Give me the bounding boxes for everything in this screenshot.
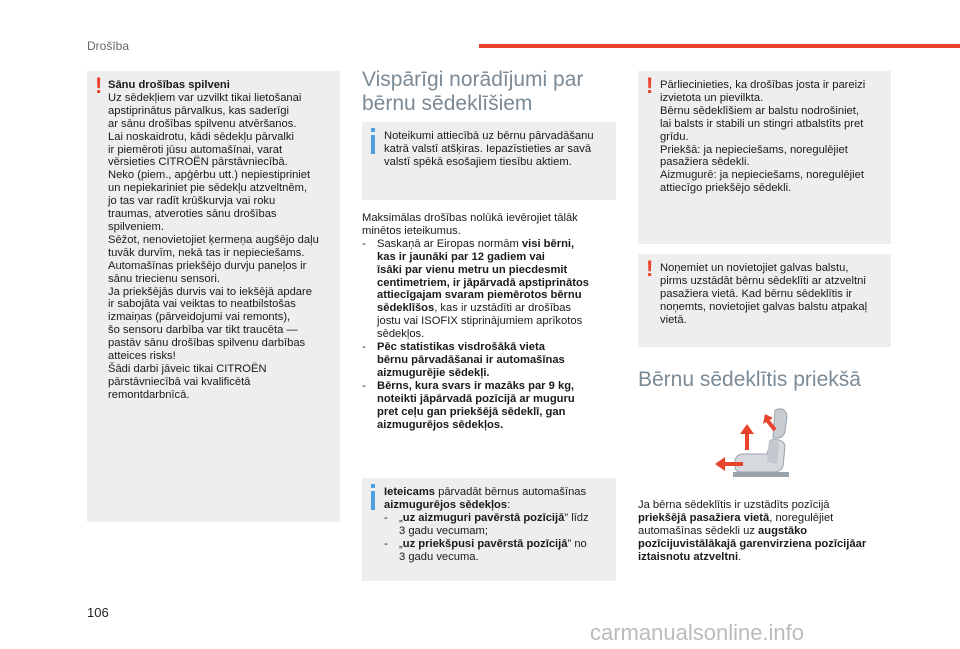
intro-text: Maksimālas drošības nolūkā ievērojiet tālāk minētos ieteikumus. [362,212,578,237]
info-icon [371,128,375,156]
list-item: - „uz priekšpusi pavērstā pozīcijā” no 3 gadu vecuma. [384,537,587,563]
warning-text: Uz sēdekļiem var uzvilkt tikai lietošanai apstiprinātus pārvalkus, kas saderīgi ar sānu drošības spilvenu atvēršanos. Lai noskaidrotu, kādi sēdekļu pārvalki ir piemēroti jūsu automašīnai, varat vērsieties CITROËN pārstāvniecībā. Neko (piem., apģērbu utt.) nepiestipriniet un nepiekariniet pie sēdekļu atzveltnēm, jo tas var radīt krūškurvja vai roku traumas, atveroties sānu drošības spilveniem. Sēžot, nenovietojiet ķermeņa augšējo daļu tuvāk durvīm, nekā tas ir nepieciešams. Automašīnas priekšējo durvju paneļos ir sānu triecienu sensori. Ja priekšējās durvis vai to iekšējā apdare ir sabojāta vai veiktas to neatbilstošas izmaiņas (pārveidojumi vai remonts), šo sensoru darbība var tikt traucēta — pastāv sānu drošības spilvenu darbības atteices risks! Šādi darbi jāveic tikai CITROËN pārstāvniecībā vai kvalificētā remontdarbnīcā. [108,91,319,401]
list-item: - Pēc statistikas visdrošākā vieta bērnu pārvadāšanai ir automašīnas aizmugurējie sēdekļi. [362,341,565,379]
seatbelt-warning-box [638,71,891,244]
headrest-warning-box [638,254,891,347]
warning-title: Sānu drošības spilveni [108,79,230,91]
warning-icon: ! [646,256,654,281]
front-seat-paragraph: Ja bērna sēdeklītis ir uzstādīts pozīcijā priekšējā pasažiera vietā, noregulējiet automašīnas sēdekli uz augstāko pozīcijuvistālākajā garenvirziena pozīcijāar iztaisnotu atzveltni. [638,498,867,563]
watermark: carmanualsonline.info [590,620,805,645]
info-text: Noteikumi attiecībā uz bērnu pārvadāšanu katrā valstī atšķiras. Iepazīstieties ar savā valstī spēkā esošajiem tiesību aktiem. [384,130,594,168]
warning-icon: ! [95,73,103,98]
side-airbag-warning-box [87,71,340,522]
warning-text: Pārliecinieties, ka drošības josta ir pareizi izvietota un pievilkta. Bērnu sēdeklīšiem ar balstu nodrošiniet, lai balsts ir stabili un stingri atbalstīts pret grīdu. Priekšā: ja nepieciešams, noregulējiet pasažiera sēdekli. Aizmugurē: ja nepieciešams, noregulējiet attiecīgo priekšējo sēdekli. [660,79,866,195]
header-accent-bar [479,44,960,48]
header-title: Drošība [87,39,130,53]
recommendations-block [362,212,616,431]
info-box-rear-seats: Ieteicams pārvadāt bērnus automašīnas aizmugurējos sēdekļos: - „uz aizmuguri pavērstā pozīcijā” līdz 3 gadu vecumam; - „uz priekšpusi pavērstā pozīcijā” no 3 gadu vecuma. [362,478,616,581]
section-heading-front-seat: Bērnu sēdeklītis priekšā [638,368,861,391]
section-heading-general: Vispārīgi norādījumi par bērnu sēdeklīšiem [362,68,584,115]
page-number: 106 [87,605,109,620]
list-item: - Bērns, kura svars ir mazāks par 9 kg, noteikti jāpārvadā pozīcijā ar muguru pret ceļu gan priekšējā sēdeklī, gan aizmugurējos sēdekļos. [362,379,575,431]
warning-text: Noņemiet un novietojiet galvas balstu, pirms uzstādāt bērnu sēdeklīti ar atzveltni pasažiera vietā. Kad bērnu sēdeklītis ir noņemts, novietojiet galvas balstu atpakaļ vietā. [660,262,868,326]
seat-adjust-icon [713,402,813,484]
info-icon [371,484,375,512]
list-item: - „uz aizmuguri pavērstā pozīcijā” līdz 3 gadu vecumam; [384,511,589,537]
list-item: - Saskaņā ar Eiropas normām visi bērni, kas ir jaunāki par 12 gadiem vai īsāki par vienu metru un piecdesmit centimetriem, ir jāpārvadā apstiprinātos attiecīgajam svaram piemērotos bērnu sēdeklīšos, kas ir uzstādīti ar drošības jostu vai ISOFIX stiprinājumiem aprīkotos sēdekļos. [362,237,590,341]
info-box-regulations [362,122,616,200]
warning-icon: ! [646,73,654,98]
